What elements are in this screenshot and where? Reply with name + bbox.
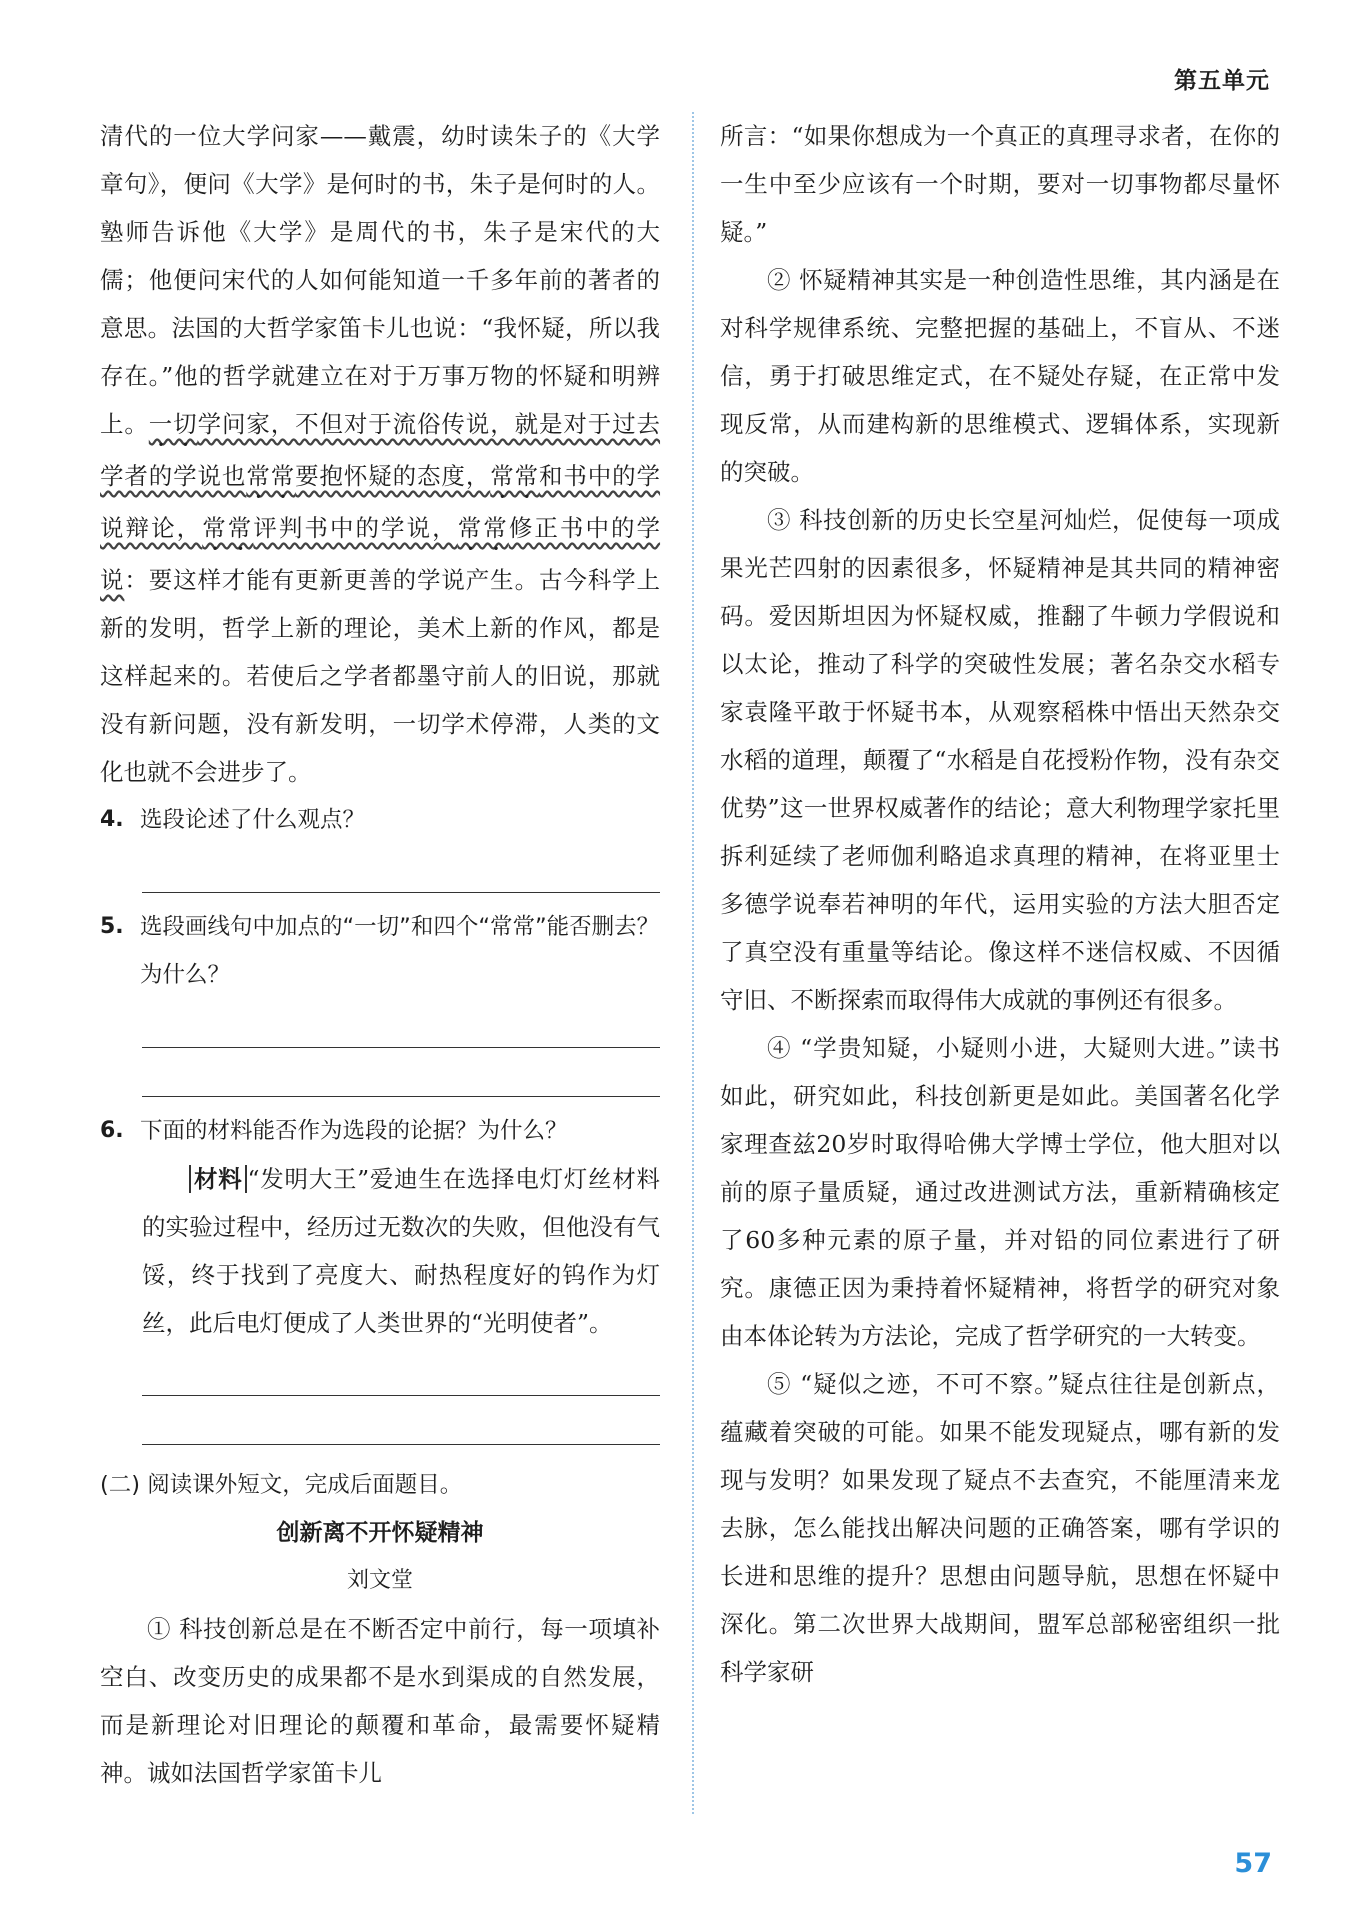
underlined-text: 修正书中的学说 <box>100 514 661 594</box>
material-paragraph <box>142 1155 660 1347</box>
article-author: 刘文堂 <box>346 1568 413 1593</box>
underlined-text: 和书中的学说辩论， <box>100 462 661 542</box>
article-paragraph-1-continued: 所言：“如果你想成为一个真正的真理寻求者，在你的一生中至少应该有一个时期，要对一切事物都尽量怀疑。” <box>720 122 1280 246</box>
question-text: 下面的材料能否作为选段的论据？为什么？ <box>140 1118 568 1144</box>
underlined-text: 学问家，不但对于流俗传说，就是对于过去学者的学说也 <box>100 410 661 490</box>
material-text: “发明大王”爱迪生在选择电灯灯丝材料的实验过程中，经历过无数次的失败，但他没有气馁，终于找到了亮度大、耐热程度好的钨作为灯丝，此后电灯便成了人类世界的“光明使者”。 <box>142 1165 661 1337</box>
page-number: 57 <box>1234 1848 1272 1879</box>
dotted-word-changchang: 常常 <box>490 462 539 490</box>
question-6 <box>100 1107 660 1155</box>
article-paragraph-3: ③ 科技创新的历史长空星河灿烂，促使每一项成果光芒四射的因素很多，怀疑精神是其共同的精神密码。爱因斯坦因为怀疑权威，推翻了牛顿力学假说和以太论，推动了科学的突破性发展；著名杂交水稻专家袁隆平敢于怀疑书本，从观察稻株中悟出天然杂交水稻的道理，颠覆了“水稻是自花授粉作物，没有杂交优势”这一世界权威著作的结论；意大利物理学家托里拆利延续了老师伽利略追求真理的精神，在将亚里士多德学说奉若神明的年代，运用实验的方法大胆否定了真空没有重量等结论。像这样不迷信权威、不因循守旧、不断探索而取得伟大成就的事例还有很多。 <box>720 506 1280 1014</box>
underlined-text: 评判书中的学说， <box>253 514 458 542</box>
article-paragraph-4: ④ “学贵知疑，小疑则小进，大疑则大进。”读书如此，研究如此，科技创新更是如此。美国著名化学家理查兹20岁时取得哈佛大学博士学位，他大胆对以前的原子量质疑，通过改进测试方法，重新精确核定了60多种元素的原子量，并对铅的同位素进行了研究。康德正因为秉持着怀疑精神，将哲学的研究对象由本体论转为方法论，完成了哲学研究的一大转变。 <box>720 1034 1280 1350</box>
article-paragraph-5: ⑤ “疑似之迹，不可不察。”疑点往往是创新点，蕴藏着突破的可能。如果不能发现疑点，哪有新的发现与发明？如果发现了疑点不去查究，不能厘清来龙去脉，怎么能找出解决问题的正确答案，哪有学识的长进和思维的提升？思想由问题导航，思想在怀疑中深化。第二次世界大战期间，盟军总部秘密组织一批科学家研 <box>720 1370 1280 1686</box>
answer-line[interactable] <box>142 1048 660 1097</box>
unit-title: 第五单元 <box>1174 68 1270 94</box>
answer-line[interactable] <box>142 1347 660 1396</box>
column-divider <box>692 112 694 1814</box>
answer-line[interactable] <box>142 844 660 893</box>
material-label: 材料 <box>189 1165 247 1193</box>
excerpt-text: 清代的一位大学问家——戴震，幼时读朱子的《大学章句》，便问《大学》是何时的书，朱子是何时的人。塾师告诉他《大学》是周代的书，朱子是宋代的大儒；他便问宋代的人如何能知道一千多年前的著者的意思。法国的大哲学家笛卡儿也说：“我怀疑，所以我存在。”他的哲学就建立在对于万事万物的怀疑和明辨上。 <box>100 122 660 438</box>
left-column <box>100 112 660 1797</box>
excerpt-text: ：要这样才能有更新更善的学说产生。古今科学上新的发明，哲学上新的理论，美术上新的作风，都是这样起来的。若使后之学者都墨守前人的旧说，那就没有新问题，没有新发明，一切学术停滞，人类的文化也就不会进步了。 <box>100 566 661 786</box>
question-text: 选段论述了什么观点？ <box>140 807 366 833</box>
dotted-word-changchang: 常常 <box>202 514 254 542</box>
dotted-word-yiqie: 一切 <box>148 410 198 438</box>
question-5 <box>100 903 660 999</box>
right-column <box>720 112 1280 1696</box>
article-paragraph-2: ② 怀疑精神其实是一种创造性思维，其内涵是在对科学规律系统、完整把握的基础上，不盲从、不迷信，勇于打破思维定式，在不疑处存疑，在正常中发现反常，从而建构新的思维模式、逻辑体系，实现新的突破。 <box>720 266 1280 486</box>
section-heading: (二) 阅读课外短文，完成后面题目。 <box>100 1472 463 1498</box>
question-4 <box>100 796 660 844</box>
dotted-word-changchang: 常常 <box>457 514 509 542</box>
question-number: 6. <box>100 1118 124 1143</box>
question-number: 5. <box>100 914 124 939</box>
underlined-text: 要抱怀疑的态度， <box>295 462 491 490</box>
dotted-word-changchang: 常常 <box>246 462 296 490</box>
article-title: 创新离不开怀疑精神 <box>276 1520 484 1546</box>
question-text: 选段画线句中加点的“一切”和四个“常常”能否删去？为什么？ <box>140 914 660 988</box>
answer-line[interactable] <box>142 999 660 1048</box>
answer-line[interactable] <box>142 1396 660 1445</box>
article-paragraph-1: ① 科技创新总是在不断否定中前行，每一项填补空白、改变历史的成果都不是水到渠成的自然发展，而是新理论对旧理论的颠覆和革命，最需要怀疑精神。诚如法国哲学家笛卡儿 <box>100 1615 660 1787</box>
question-number: 4. <box>100 807 124 832</box>
excerpt-paragraph <box>100 112 660 796</box>
